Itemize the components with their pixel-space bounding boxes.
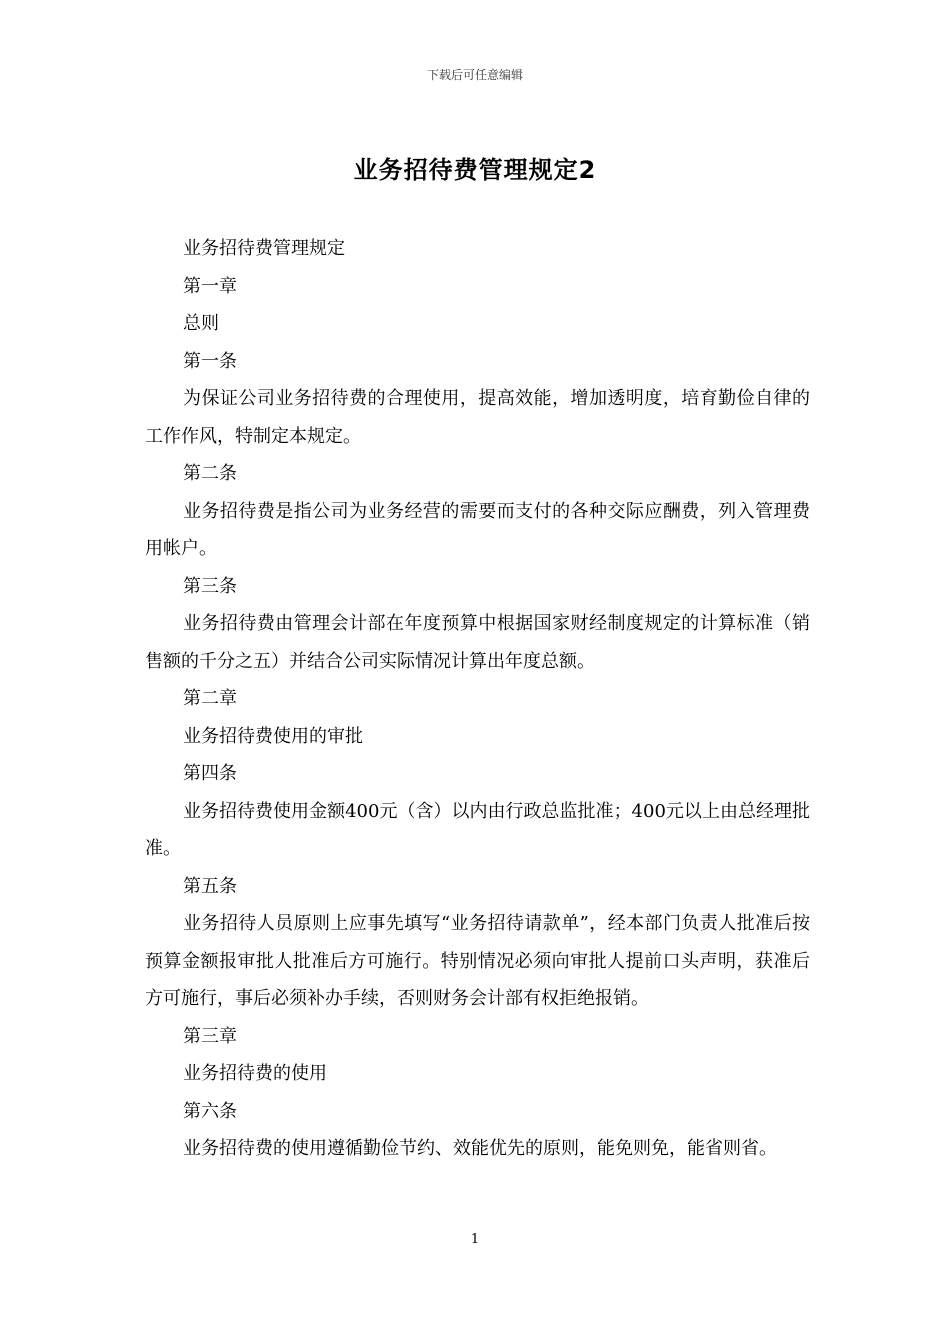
paragraph: 业务招待费是指公司为业务经营的需要而支付的各种交际应酬费，列入管理费用帐户。 [145,500,810,559]
paragraph: 业务招待费管理规定 [183,238,345,259]
chapter-title: 业务招待费的使用 [183,1063,327,1084]
document-body [145,230,810,1168]
chapter-title: 总则 [183,313,219,334]
paragraph: 为保证公司业务招待费的合理使用，提高效能，增加透明度，培育勤俭自律的工作作风，特制定本规定。 [145,388,810,447]
chapter-heading: 第三章 [183,1025,237,1047]
chapter-heading: 第二章 [183,688,237,709]
page-number: 1 [470,1232,480,1247]
article-heading: 第二条 [183,463,237,484]
article-heading: 第六条 [183,1100,237,1122]
header-note: 下载后可任意编辑 [426,68,523,82]
paragraph: 业务招待费使用金额400元（含）以内由行政总监批准；400元以上由总经理批准。 [145,800,810,859]
document-title: 业务招待费管理规定2 [353,156,597,184]
chapter-title: 业务招待费使用的审批 [183,725,363,747]
paragraph: 业务招待人员原则上应事先填写“业务招待请款单”，经本部门负责人批准后按预算金额报审批人批准后方可施行。特别情况必须向审批人提前口头声明，获准后方可施行，事后必须补办手续，否则财务会计部有权拒绝报销。 [145,913,810,1009]
chapter-heading: 第一章 [183,275,237,297]
article-heading: 第四条 [183,763,237,784]
article-heading: 第三条 [183,575,237,597]
paragraph: 业务招待费的使用遵循勤俭节约、效能优先的原则，能免则免，能省则省。 [183,1138,777,1159]
article-heading: 第一条 [183,350,237,372]
paragraph: 业务招待费由管理会计部在年度预算中根据国家财经制度规定的计算标准（销售额的千分之五）并结合公司实际情况计算出年度总额。 [145,613,810,672]
article-heading: 第五条 [183,875,237,897]
